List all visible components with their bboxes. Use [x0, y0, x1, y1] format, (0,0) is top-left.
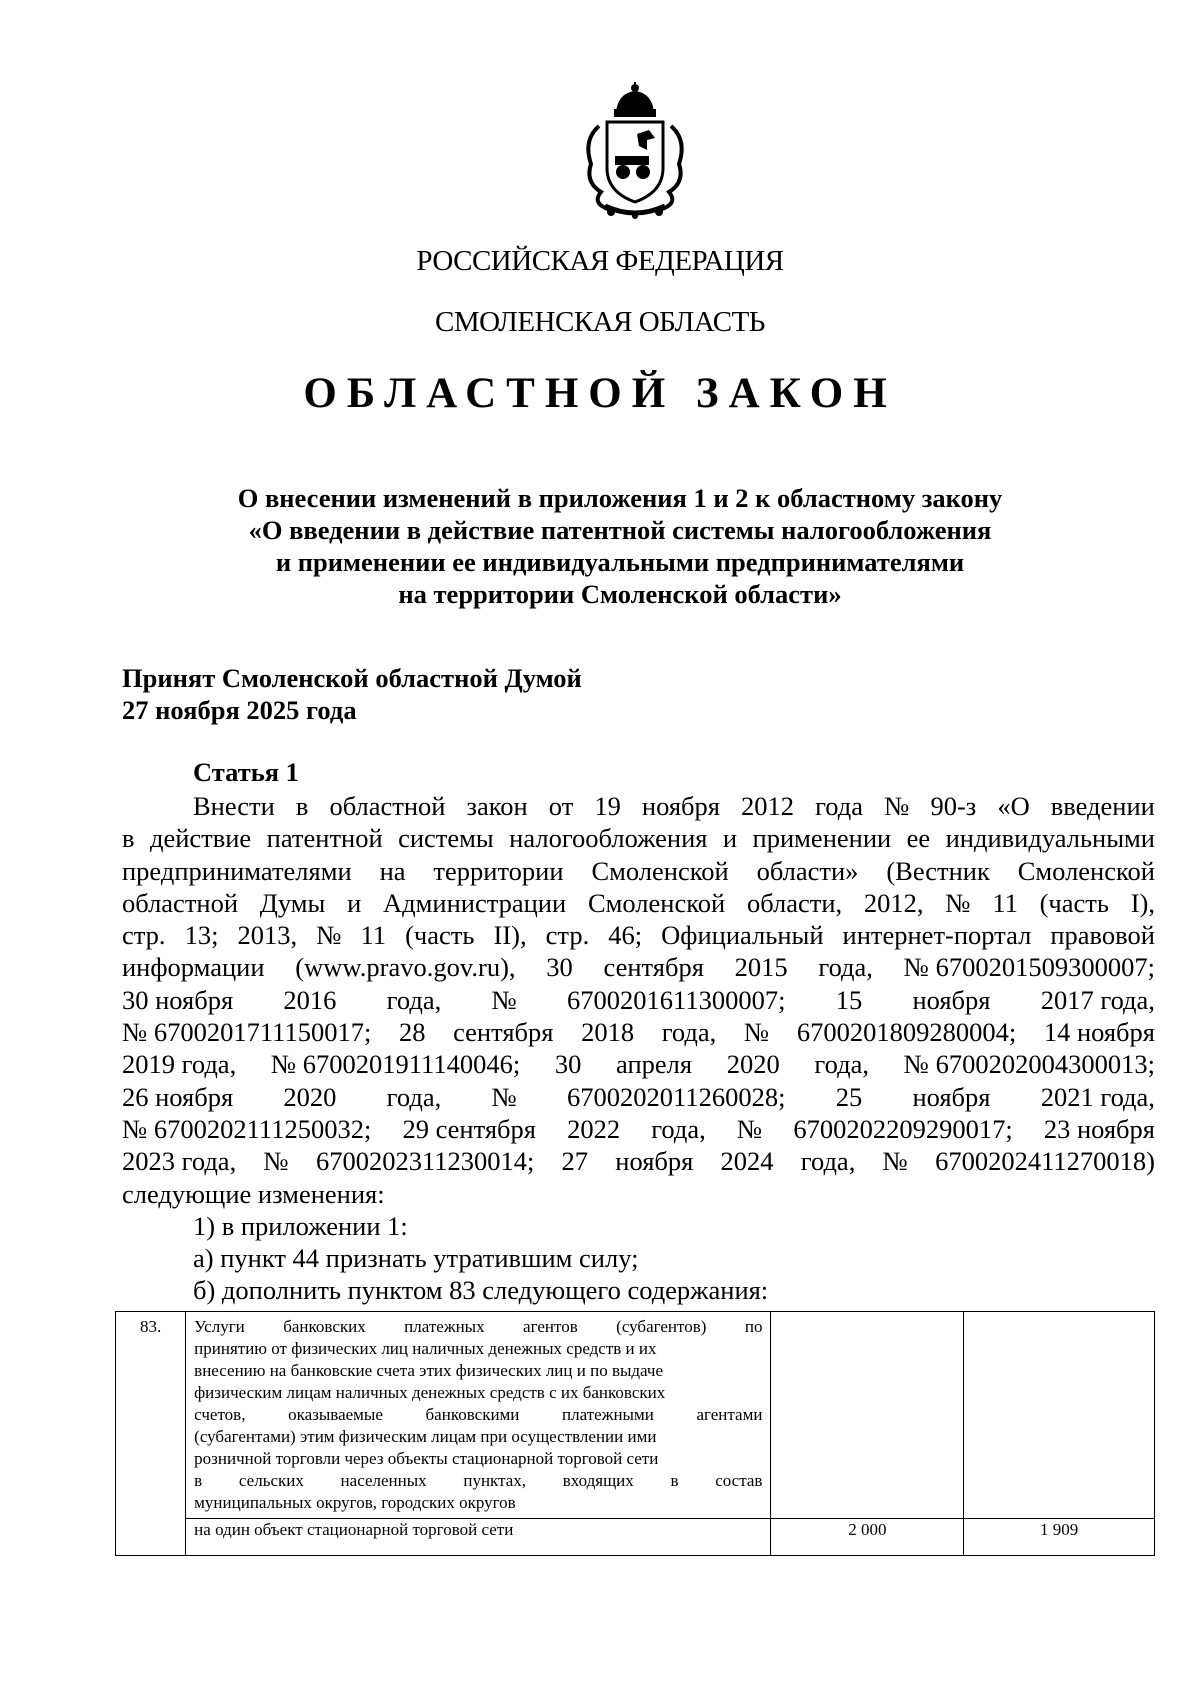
article-word: 23 ноября [1043, 1113, 1155, 1144]
article-word: № 6700201509300007; [903, 952, 1155, 983]
article-word: 15 [835, 984, 863, 1015]
article-word: 27 [561, 1146, 589, 1177]
description-line [194, 1448, 762, 1470]
description-line [194, 1404, 762, 1426]
article-word: и [347, 887, 362, 918]
article-word: 30 [546, 952, 573, 983]
description-word: агентами [696, 1405, 763, 1424]
article-word: правовой [1050, 920, 1155, 951]
description-line [194, 1316, 762, 1338]
article-word: патентной [266, 823, 383, 854]
article-word: Внести [193, 791, 275, 821]
article-word: 2016 [283, 984, 337, 1015]
article-word: Думы [259, 887, 326, 918]
article-word: в [122, 823, 135, 854]
description-word: оказываемые [288, 1405, 383, 1424]
coat-of-arms-emblem [581, 82, 689, 220]
article-word: года, [800, 1146, 856, 1177]
article-word: года, [661, 1017, 717, 1048]
article-word: 2021 года, [1040, 1081, 1155, 1112]
country-heading: РОССИЙСКАЯ ФЕДЕРАЦИЯ [416, 245, 784, 277]
article-word: № [263, 1146, 289, 1177]
article-line [122, 855, 1155, 887]
article-tail: следующие изменения: [122, 1178, 385, 1209]
article-word: № 6700202004300013; [903, 1049, 1155, 1080]
article-word: территории [433, 855, 564, 886]
article-line [122, 1081, 1155, 1113]
article-word: предпринимателями [122, 855, 352, 886]
article-word: информации [122, 952, 265, 983]
row-number: 83. [116, 1312, 186, 1556]
article-word: Официальный [661, 920, 824, 951]
article-word: действие [149, 823, 252, 854]
table-row [116, 1519, 1155, 1556]
article-word: 19 [594, 791, 621, 821]
article-word: года, [651, 1113, 706, 1144]
article-body [122, 790, 1155, 1307]
article-word: 2013, [237, 920, 298, 951]
description-line [194, 1426, 762, 1448]
article-word: года, [386, 1081, 442, 1112]
article-word: 2015 [734, 952, 788, 983]
article-word: 6700202311230014; [315, 1146, 535, 1177]
article-word: введении [1050, 791, 1155, 821]
description-word: розничной торговли через объекты стационарной торговой сети [194, 1449, 659, 1468]
description-word: банковскими [425, 1405, 520, 1424]
article-word: 90-з [930, 791, 977, 821]
description-word: (субагентами) этим физическим лицам при осуществлении ими [194, 1427, 657, 1446]
potential-income-value-2: 1 909 [964, 1519, 1155, 1556]
article-heading: Статья 1 [193, 757, 299, 787]
article-line [122, 1016, 1155, 1048]
description-word: по [744, 1317, 763, 1336]
article-word: области» [756, 855, 859, 886]
adoption-info [122, 662, 582, 726]
article-item: а) пункт 44 признать утратившим силу; [193, 1243, 639, 1274]
article-word: закон [466, 791, 528, 821]
article-word: от [548, 791, 574, 821]
description-word: пунктах, [463, 1471, 527, 1490]
description-word: физическим лицам наличных денежных средств с их банковских [194, 1383, 666, 1402]
article-word: индивидуальными [945, 823, 1155, 854]
article-word: № [491, 1081, 517, 1112]
description-word: агентов [523, 1317, 578, 1336]
article-word: системы [398, 823, 494, 854]
potential-income-value: 2 000 [771, 1519, 964, 1556]
description-word: состав [715, 1471, 763, 1490]
article-word: 11 [992, 887, 1018, 918]
article-line [122, 1113, 1155, 1145]
article-word: ноября [641, 791, 720, 821]
description-word: счетов, [194, 1405, 246, 1424]
article-word: года, [814, 1049, 869, 1080]
article-word: (часть [405, 920, 475, 951]
value-cell-empty [771, 1312, 964, 1519]
article-word: 14 ноября [1043, 1017, 1155, 1048]
description-line [194, 1360, 762, 1382]
description-word: в [194, 1471, 203, 1490]
article-word: Смоленской [591, 855, 729, 886]
article-word: № [491, 984, 517, 1015]
article-word: 26 ноября [122, 1081, 234, 1112]
article-word: 25 [835, 1081, 863, 1112]
article-word: (часть [1039, 887, 1109, 918]
article-word: 2024 [720, 1146, 774, 1177]
article-word: года, [386, 984, 442, 1015]
article-word: Смоленской [1017, 855, 1155, 886]
article-line [122, 887, 1155, 919]
description-word: в [670, 1471, 679, 1490]
article-word: ноября [912, 1081, 991, 1112]
article-word: № [316, 920, 342, 951]
description-line [194, 1470, 762, 1492]
article-word: на [379, 855, 406, 886]
article-word: года, [818, 952, 873, 983]
sub-row-label: на один объект стационарной торговой сети [186, 1519, 771, 1556]
article-word: года [815, 791, 864, 821]
article-line [122, 984, 1155, 1016]
article-word: налогообложения [509, 823, 708, 854]
article-word: № 6700201711150017; [122, 1017, 372, 1048]
document-type-title: ОБЛАСТНОЙ ЗАКОН [303, 370, 897, 417]
article-line [122, 822, 1155, 854]
article-word: 6700201611300007; [567, 984, 786, 1015]
article-word: Администрации [383, 887, 567, 918]
description-word: муниципальных округов, городских округов [194, 1493, 516, 1512]
amendment-table [115, 1311, 1155, 1556]
article-word: II), [493, 920, 527, 951]
article-word: 2020 [726, 1049, 780, 1080]
article-word: 46; [608, 920, 643, 951]
article-word: апреля [616, 1049, 693, 1080]
article-word: 2023 года, [122, 1146, 237, 1177]
article-word: 2012, [863, 887, 924, 918]
article-word: 30 ноября [122, 984, 234, 1015]
article-line [122, 919, 1155, 951]
article-line [122, 790, 1155, 822]
article-line [122, 951, 1155, 983]
region-heading: СМОЛЕНСКАЯ ОБЛАСТЬ [435, 306, 765, 338]
article-word: 13; [184, 920, 219, 951]
article-word: интернет-портал [842, 920, 1032, 951]
subject-line: на территории Смоленской области» [398, 579, 842, 609]
article-word: I), [1130, 887, 1155, 918]
article-word: ноября [615, 1146, 694, 1177]
article-word: 2018 [581, 1017, 635, 1048]
article-word: 28 [398, 1017, 426, 1048]
article-word: области, [746, 887, 843, 918]
article-word: и [722, 823, 738, 854]
article-word: 2017 года, [1040, 984, 1155, 1015]
article-word: 30 [554, 1049, 582, 1080]
service-description [186, 1312, 771, 1519]
article-item: 1) в приложении 1: [193, 1210, 408, 1241]
subject-line: и применении ее индивидуальными предпринимателями [275, 547, 965, 577]
article-word: (Вестник [886, 855, 990, 886]
adopted-by: Принят Смоленской областной Думой [122, 663, 582, 693]
article-word: областной [122, 887, 239, 918]
article-word: 11 [360, 920, 387, 951]
article-word: 6700202411270018) [935, 1146, 1155, 1177]
law-subject [180, 482, 1060, 610]
article-line [122, 1145, 1155, 1177]
article-word: № [945, 887, 971, 918]
subject-line: О внесении изменений в приложения 1 и 2 к областному закону [237, 483, 1003, 513]
article-word: (www.pravo.gov.ru), [295, 952, 516, 983]
article-word: 6700202209290017; [793, 1113, 1013, 1144]
article-word: сентября [453, 1017, 554, 1048]
article-word: № 6700202111250032; [122, 1113, 372, 1144]
article-word: в [295, 791, 309, 821]
description-line [194, 1382, 762, 1404]
adoption-date: 27 ноября 2025 года [122, 695, 357, 725]
description-line [194, 1492, 762, 1514]
article-word: ноября [912, 984, 991, 1015]
description-word: Услуги [194, 1317, 245, 1336]
article-item: б) дополнить пунктом 83 следующего содержания: [193, 1275, 769, 1306]
description-word: внесению на банковские счета этих физических лиц и по выдаче [194, 1361, 663, 1380]
article-word: 2020 [283, 1081, 337, 1112]
article-word: 2022 [567, 1113, 621, 1144]
table-row [116, 1312, 1155, 1519]
article-word: № 6700201911140046; [270, 1049, 521, 1080]
article-word: Смоленской [587, 887, 726, 918]
article-word: стр. [545, 920, 590, 951]
description-word: (субагентов) [616, 1317, 707, 1336]
description-line [194, 1338, 762, 1360]
article-word: применении [752, 823, 892, 854]
description-word: банковских [283, 1317, 366, 1336]
article-word: сентября [603, 952, 704, 983]
value-cell-empty [964, 1312, 1155, 1519]
description-word: сельских [238, 1471, 304, 1490]
article-word: областной [329, 791, 446, 821]
article-word: № [884, 791, 910, 821]
description-word: принятию от физических лиц наличных денежных средств и их [194, 1339, 657, 1358]
article-word: № [736, 1113, 763, 1144]
article-word: «О [997, 791, 1030, 821]
article-line [122, 1048, 1155, 1080]
article-word: 2012 [741, 791, 795, 821]
description-word: платежными [562, 1405, 654, 1424]
subject-line: «О введении в действие патентной системы налогообложения [248, 515, 992, 545]
article-word: стр. [122, 920, 166, 951]
description-word: платежных [404, 1317, 485, 1336]
article-word: № [743, 1017, 770, 1048]
article-word: 6700201809280004; [796, 1017, 1017, 1048]
description-word: населенных [340, 1471, 427, 1490]
article-word: 2019 года, [122, 1049, 237, 1080]
article-word: 6700202011260028; [567, 1081, 786, 1112]
article-word: № [882, 1146, 908, 1177]
article-word: ее [906, 823, 931, 854]
article-word: 29 сентября [402, 1113, 536, 1144]
description-word: входящих [562, 1471, 634, 1490]
